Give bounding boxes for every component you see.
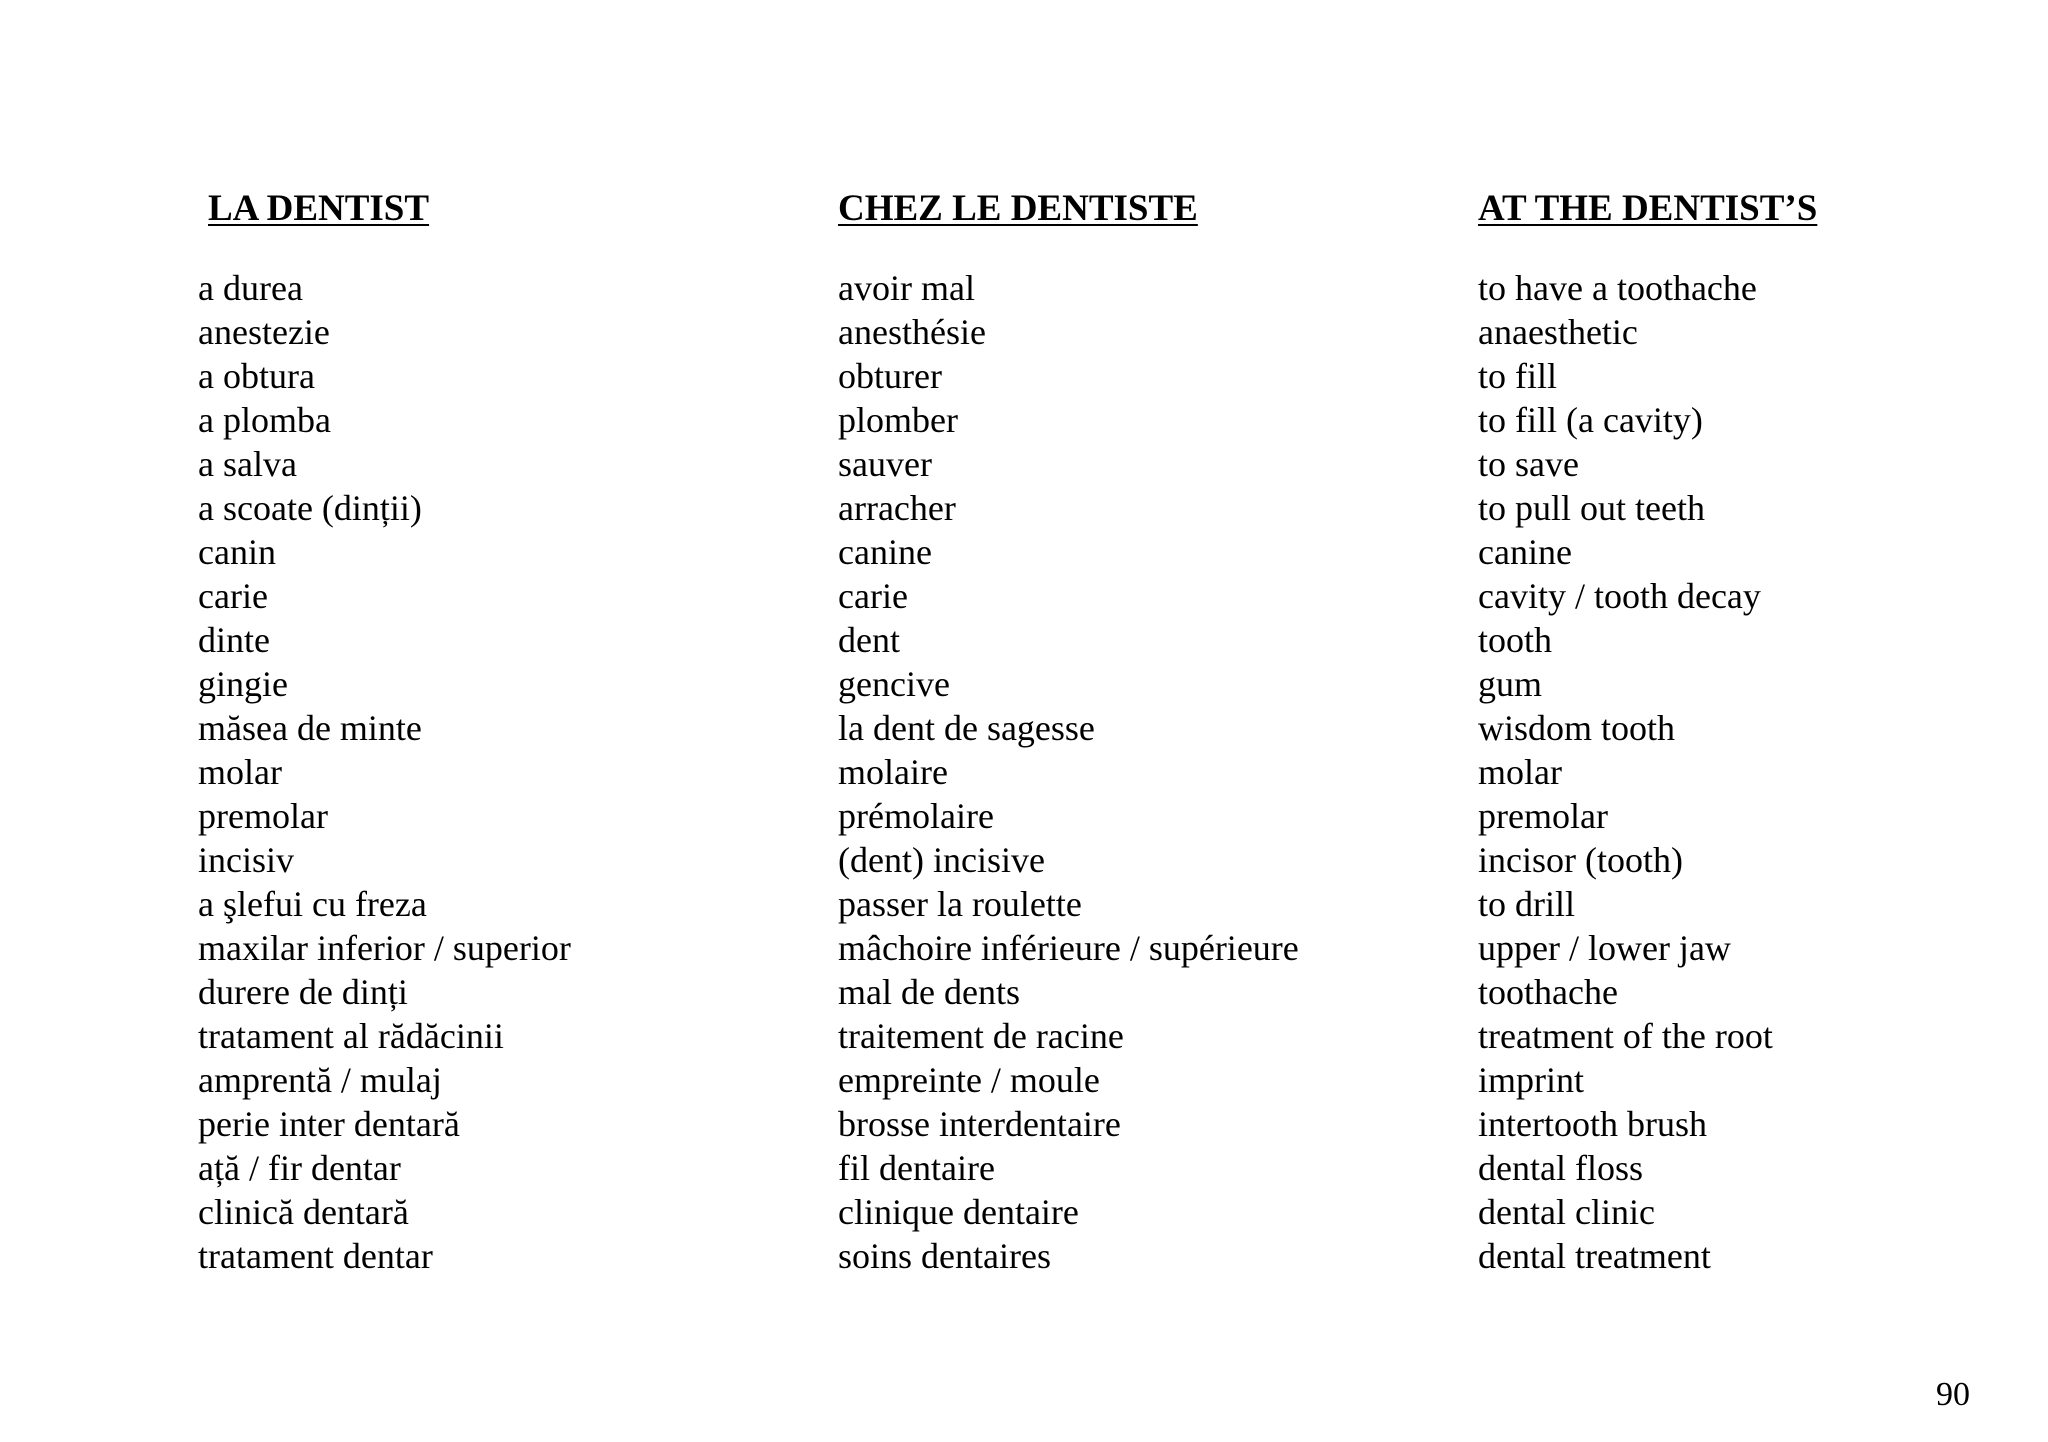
term-item: măsea de minte — [198, 708, 422, 748]
term-item: traitement de racine — [838, 1016, 1124, 1056]
term-item: to drill — [1478, 884, 1575, 924]
term-item: incisor (tooth) — [1478, 840, 1683, 880]
column-heading-english: AT THE DENTIST’S — [1478, 188, 1818, 229]
term-item: la dent de sagesse — [838, 708, 1095, 748]
term-list-english — [1478, 266, 1817, 1278]
term-item: plomber — [838, 400, 958, 440]
term-item: clinică dentară — [198, 1192, 409, 1232]
term-item: gum — [1478, 664, 1543, 704]
term-item: anaesthetic — [1478, 312, 1638, 352]
column-heading-french: CHEZ LE DENTISTE — [838, 188, 1198, 229]
term-item: perie inter dentară — [198, 1104, 460, 1144]
term-item: dental clinic — [1478, 1192, 1655, 1232]
term-item: tooth — [1478, 620, 1553, 660]
term-item: imprint — [1478, 1060, 1584, 1100]
term-item: gencive — [838, 664, 950, 704]
term-item: molar — [1478, 752, 1562, 792]
term-item: durere de dinți — [198, 972, 408, 1012]
term-item: premolar — [198, 796, 328, 836]
term-item: mâchoire inférieure / supérieure — [838, 928, 1299, 968]
term-item: brosse interdentaire — [838, 1104, 1121, 1144]
term-item: canine — [1478, 532, 1572, 572]
term-item: dental treatment — [1478, 1236, 1711, 1276]
term-list-romanian — [198, 266, 571, 1278]
term-item: empreinte / moule — [838, 1060, 1100, 1100]
term-item: maxilar inferior / superior — [198, 928, 571, 968]
term-item: amprentă / mulaj — [198, 1060, 442, 1100]
term-item: soins dentaires — [838, 1236, 1051, 1276]
term-item: anestezie — [198, 312, 330, 352]
term-item: arracher — [838, 488, 956, 528]
term-item: carie — [838, 576, 908, 616]
term-item: a şlefui cu freza — [198, 884, 427, 924]
term-item: canine — [838, 532, 932, 572]
column-romanian — [198, 182, 571, 1278]
term-item: dent — [838, 620, 900, 660]
page-number: 90 — [1936, 1376, 1970, 1413]
term-item: to pull out teeth — [1478, 488, 1705, 528]
term-item: clinique dentaire — [838, 1192, 1079, 1232]
term-item: to save — [1478, 444, 1579, 484]
term-item: premolar — [1478, 796, 1608, 836]
term-item: tratament al rădăcinii — [198, 1016, 504, 1056]
column-french — [838, 182, 1299, 1278]
term-item: anesthésie — [838, 312, 986, 352]
term-item: a scoate (dinții) — [198, 488, 422, 528]
term-item: (dent) incisive — [838, 840, 1045, 880]
term-item: passer la roulette — [838, 884, 1082, 924]
column-heading-romanian: LA DENTIST — [208, 188, 430, 229]
term-item: incisiv — [198, 840, 294, 880]
term-item: mal de dents — [838, 972, 1020, 1012]
term-item: a salva — [198, 444, 297, 484]
term-item: canin — [198, 532, 276, 572]
term-item: molar — [198, 752, 282, 792]
column-english — [1478, 182, 1817, 1278]
term-item: to fill — [1478, 356, 1557, 396]
term-item: toothache — [1478, 972, 1618, 1012]
term-item: upper / lower jaw — [1478, 928, 1731, 968]
term-item: to have a toothache — [1478, 268, 1757, 308]
term-item: a durea — [198, 268, 303, 308]
term-item: fil dentaire — [838, 1148, 995, 1188]
term-item: to fill (a cavity) — [1478, 400, 1703, 440]
term-item: obturer — [838, 356, 942, 396]
term-item: dental floss — [1478, 1148, 1643, 1188]
term-item: molaire — [838, 752, 948, 792]
term-item: sauver — [838, 444, 932, 484]
term-item: dinte — [198, 620, 270, 660]
term-item: wisdom tooth — [1478, 708, 1676, 748]
term-item: carie — [198, 576, 268, 616]
term-list-french — [838, 266, 1299, 1278]
term-item: tratament dentar — [198, 1236, 433, 1276]
term-item: a plomba — [198, 400, 331, 440]
term-item: a obtura — [198, 356, 315, 396]
term-item: avoir mal — [838, 268, 975, 308]
term-item: prémolaire — [838, 796, 994, 836]
term-item: cavity / tooth decay — [1478, 576, 1761, 616]
term-item: treatment of the root — [1478, 1016, 1773, 1056]
term-item: ață / fir dentar — [198, 1148, 401, 1188]
term-item: gingie — [198, 664, 288, 704]
term-item: intertooth brush — [1478, 1104, 1707, 1144]
